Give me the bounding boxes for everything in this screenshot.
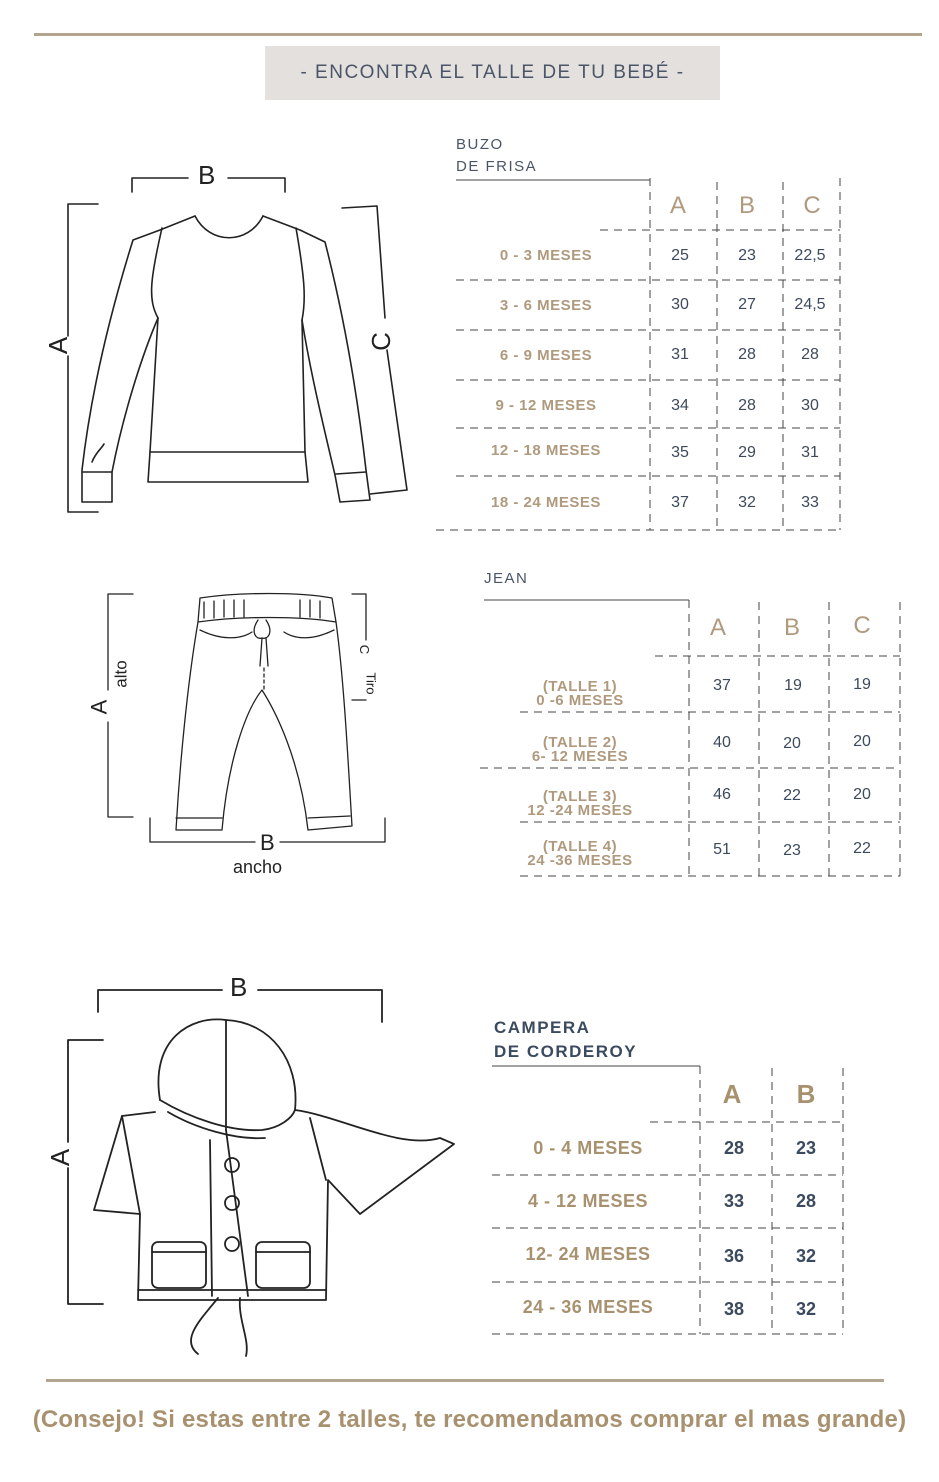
buzo-cell: 22,5 [794,247,826,264]
buzo-cell: 31 [671,346,689,363]
jean-row-label [500,790,660,818]
jean-row-label-line1: (TALLE 3) [542,788,618,805]
jean-row-label-line2: 24 -36 MESES [527,852,633,869]
jean-label-ancho: ancho [233,857,283,877]
campera-cell: 38 [723,1299,745,1319]
buzo-label-a: A [43,336,74,355]
campera-cell: 33 [723,1191,745,1211]
jean-cell: 19 [784,677,802,694]
buzo-row-label: 18 - 24 MESES [491,494,601,511]
buzo-header-c: C [803,192,821,219]
jean-title: JEAN [484,570,529,587]
buzo-label-b: B [198,160,216,190]
buzo-cell: 30 [671,296,689,313]
buzo-row-label: 12 - 18 MESES [491,442,601,459]
jean-cell: 23 [783,842,801,859]
buzo-cell: 32 [738,494,756,511]
buzo-cell: 28 [801,346,819,363]
campera-title-line1: CAMPERA [494,1018,591,1037]
campera-cell: 36 [723,1246,745,1266]
buzo-row-label: 3 - 6 MESES [499,297,593,314]
jean-row-label [500,736,660,764]
jean-label-a: A [86,699,112,715]
jean-cell: 40 [713,734,731,751]
jean-header-a: A [709,614,726,641]
buzo-cell: 25 [671,247,689,264]
buzo-cell: 31 [801,444,819,461]
campera-label-a: A [45,1148,76,1167]
buzo-cell: 33 [801,494,819,511]
jean-row-label-line1: (TALLE 2) [542,734,618,751]
jean-cell: 19 [853,676,871,693]
pants-drawing [108,594,385,843]
jean-cell: 20 [853,786,871,803]
buzo-row-label: 9 - 12 MESES [495,397,597,414]
campera-label-b: B [230,972,248,1002]
buzo-cell: 28 [738,397,756,414]
jean-row-label [500,680,660,708]
jean-cell: 20 [853,733,871,750]
jean-cell: 37 [713,677,731,694]
jean-label-b: B [260,830,275,855]
jean-cell: 46 [713,786,731,803]
jean-cell: 20 [783,735,801,752]
jean-row-label-line2: 12 -24 MESES [527,802,633,819]
jean-cell: 51 [713,841,731,858]
jean-header-c: C [853,612,871,639]
jean-label-alto: alto [111,660,131,688]
campera-cell: 32 [795,1246,817,1266]
buzo-cell: 27 [738,296,756,313]
campera-row-label: 4 - 12 MESES [527,1191,649,1211]
buzo-cell: 30 [801,397,819,414]
buzo-title-line1: BUZO [456,136,504,153]
buzo-cell: 24,5 [794,296,826,313]
bottom-divider [46,1379,884,1382]
campera-title [494,1016,637,1064]
buzo-cell: 34 [671,397,689,414]
jean-row-label-line1: (TALLE 1) [542,678,618,695]
jacket-drawing [68,990,454,1356]
buzo-label-c: C [365,332,396,351]
campera-row-label: 24 - 36 MESES [522,1297,654,1317]
campera-cell: 23 [795,1138,817,1158]
campera-header-b: B [796,1079,816,1109]
jean-cell: 22 [853,840,871,857]
campera-row-label: 12- 24 MESES [525,1244,651,1264]
buzo-header-a: A [669,192,686,219]
buzo-row-label: 0 - 3 MESES [499,247,593,264]
buzo-cell: 23 [738,247,756,264]
campera-title-line2: DE CORDEROY [494,1042,638,1061]
jean-row-label-line2: 6- 12 MESES [531,748,629,765]
buzo-cell: 28 [738,346,756,363]
jean-label-c: C [357,644,373,655]
jean-label-tiro: Tiro [363,672,379,695]
jean-row-label-line1: (TALLE 4) [542,838,618,855]
campera-header-a: A [722,1079,742,1109]
jean-row-label-line2: 0 -6 MESES [536,692,624,709]
jean-header-b: B [783,614,800,641]
buzo-row-label: 6 - 9 MESES [499,347,593,364]
sweatshirt-drawing [68,178,407,512]
campera-cell: 32 [795,1299,817,1319]
campera-cell: 28 [795,1191,817,1211]
buzo-cell: 29 [738,444,756,461]
buzo-cell: 35 [671,444,689,461]
buzo-title [456,134,537,178]
jean-row-label [500,840,660,868]
campera-row-label: 0 - 4 MESES [533,1138,643,1158]
buzo-cell: 37 [671,494,689,511]
buzo-title-line2: DE FRISA [456,158,538,175]
jean-cell: 22 [783,787,801,804]
campera-cell: 28 [723,1138,745,1158]
sizing-tip: (Consejo! Si estas entre 2 talles, te recomendamos comprar el mas grande) [32,1406,907,1433]
page-title: - ENCONTRA EL TALLE DE TU BEBÉ - [300,62,685,83]
buzo-header-b: B [738,192,755,219]
